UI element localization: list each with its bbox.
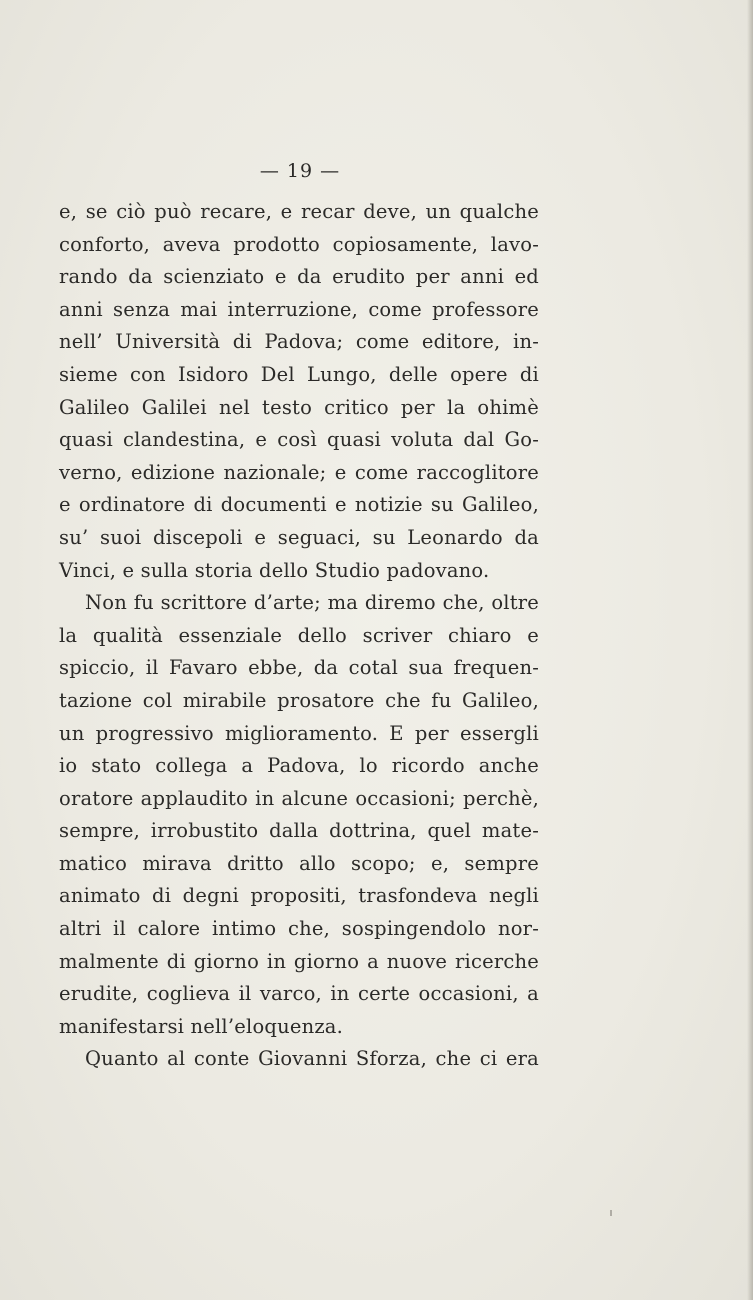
text-line: matico mirava dritto allo scopo; e, sempre <box>59 851 539 875</box>
text-line: Quanto al conte Giovanni Sforza, che ci era <box>85 1047 539 1071</box>
text-line: spiccio, il Favaro ebbe, da cotal sua frequen- <box>59 656 539 680</box>
text-line: anni senza mai interruzione, come professore <box>59 297 539 321</box>
text-line: Non fu scrittore d’arte; ma diremo che, oltre <box>85 591 539 615</box>
text-line: altri il calore intimo che, sospingendolo nor- <box>59 917 539 941</box>
text-line: nell’ Università di Padova; come editore, in- <box>59 330 539 354</box>
text-line: la qualità essenziale dello scriver chiaro e <box>59 623 539 647</box>
text-line: oratore applaudito in alcune occasioni; perchè, <box>59 786 539 810</box>
paper-speck <box>610 1210 612 1216</box>
text-line: e ordinatore di documenti e notizie su Galileo, <box>59 493 539 517</box>
text-line: Vinci, e sulla storia dello Studio padovano. <box>59 558 490 582</box>
page-number: — 19 — <box>259 160 341 182</box>
text-line: conforto, aveva prodotto copiosamente, lavo- <box>59 232 539 256</box>
text-line: verno, edizione nazionale; e come raccoglitore <box>59 460 539 484</box>
text-line: animato di degni propositi, trasfondeva negli <box>59 884 539 908</box>
text-line: malmente di giorno in giorno a nuove ricerche <box>59 949 539 973</box>
text-line: quasi clandestina, e così quasi voluta dal Go- <box>59 428 539 452</box>
text-line: tazione col mirabile prosatore che fu Galileo, <box>59 688 539 712</box>
text-line: su’ suoi discepoli e seguaci, su Leonardo da <box>59 525 539 549</box>
text-line: erudite, coglieva il varco, in certe occasioni, a <box>59 982 539 1006</box>
text-line: sieme con Isidoro Del Lungo, delle opere di <box>59 362 539 386</box>
text-line: un progressivo miglioramento. E per essergli <box>59 721 539 745</box>
text-line: e, se ciò può recare, e recar deve, un qualche <box>59 200 539 223</box>
text-line: manifestarsi nell’eloquenza. <box>59 1014 344 1038</box>
text-line: io stato collega a Padova, lo ricordo anche <box>59 754 539 778</box>
page-edge-shadow <box>747 0 753 1300</box>
text-line: sempre, irrobustito dalla dottrina, quel mate- <box>59 819 539 843</box>
text-line: Galileo Galilei nel testo critico per la ohimè <box>59 395 539 419</box>
body-text <box>59 196 539 1076</box>
text-line: rando da scienziato e da erudito per anni ed <box>59 265 539 289</box>
